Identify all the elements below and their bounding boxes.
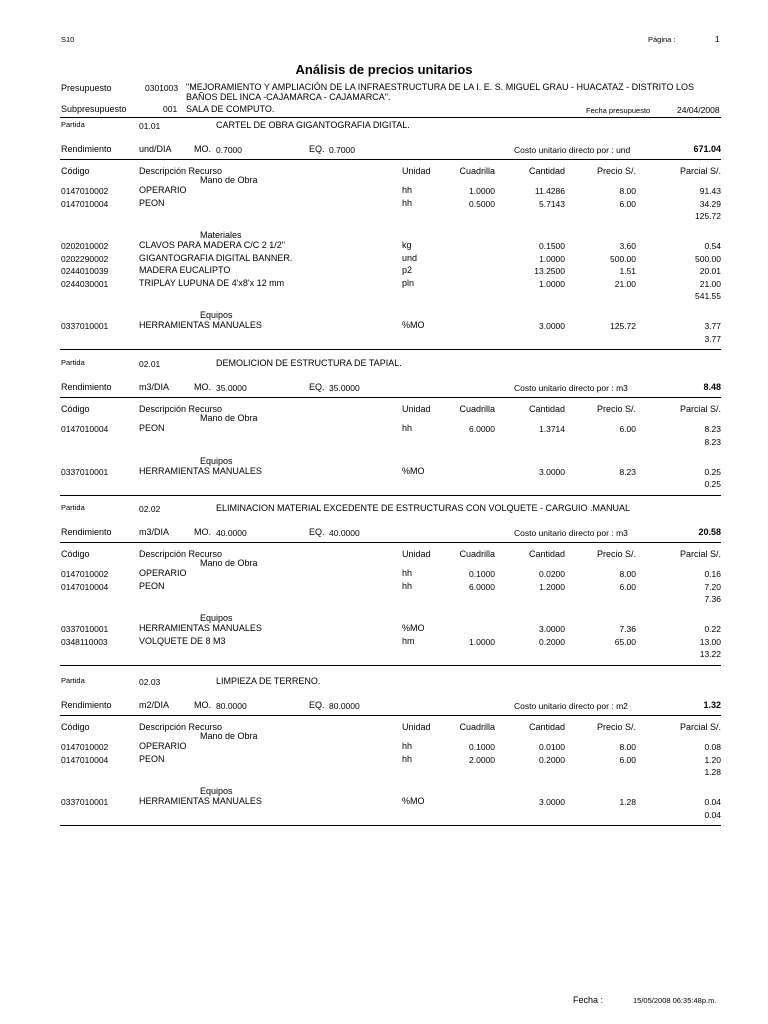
resource-parcial: 8.23 (704, 424, 721, 434)
column-header-codigo: Código (61, 549, 90, 559)
costo-unitario-text: Costo unitario directo por : (514, 528, 614, 538)
resource-code: 0244010039 (61, 266, 109, 276)
column-header-cuadrilla: Cuadrilla (459, 549, 495, 559)
resource-parcial: 500.00 (695, 253, 721, 264)
resource-precio: 8.00 (619, 186, 636, 196)
header-divider (60, 117, 721, 118)
resource-cuadrilla: 1.0000 (469, 636, 495, 647)
partida-description: CARTEL DE OBRA GIGANTOGRAFIA DIGITAL. (216, 120, 410, 130)
column-header-descripcion: Descripción Recurso (139, 722, 223, 732)
subpresupuesto-code: 001 (163, 104, 178, 114)
partida-code: 02.01 (139, 359, 161, 369)
column-header-codigo: Código (61, 404, 90, 414)
rendimiento-divider (60, 715, 721, 716)
resource-cuadrilla: 6.0000 (469, 424, 495, 434)
column-header-precio: Precio S/. (596, 549, 636, 559)
footer-fecha-value: 15/05/2008 06:35:48p.m. (633, 996, 717, 1005)
resource-code: 0147010004 (61, 198, 109, 209)
partida-divider (60, 665, 721, 666)
eq-value: 80.0000 (329, 701, 360, 711)
resource-parcial: 20.01 (699, 266, 721, 276)
resource-precio: 6.00 (619, 754, 636, 765)
column-header-descripcion: Descripción Recurso (139, 166, 223, 176)
resource-description: OPERARIO (139, 568, 187, 578)
column-header-precio: Precio S/. (596, 722, 636, 732)
column-header-parcial: Parcial S/. (679, 166, 721, 176)
resource-code: 0348110003 (61, 636, 108, 647)
resource-parcial: 34.29 (699, 198, 721, 209)
resource-unit: hh (402, 753, 413, 764)
resource-unit: hh (402, 580, 413, 591)
resource-unit: p2 (402, 265, 413, 275)
resource-parcial: 3.77 (704, 321, 721, 331)
column-header-precio: Precio S/. (596, 166, 636, 176)
rendimiento-unit: und/DIA (139, 144, 172, 154)
column-header-cantidad: Cantidad (528, 166, 565, 176)
resource-unit: %MO (402, 465, 425, 476)
resource-cantidad: 3.0000 (539, 321, 565, 331)
column-header-parcial: Parcial S/. (679, 722, 721, 732)
mo-value: 80.0000 (216, 701, 247, 711)
page-label: Página : (648, 35, 676, 44)
group-subtotal: 125.72 (695, 211, 721, 221)
partida-description: DEMOLICION DE ESTRUCTURA DE TAPIAL. (216, 358, 402, 368)
partida-total: 20.58 (698, 527, 721, 537)
resource-description: HERRAMIENTAS MANUALES (139, 623, 262, 633)
resource-cantidad: 1.2000 (539, 581, 565, 592)
partida-total: 8.48 (703, 382, 721, 392)
presupuesto-description: "MEJORAMIENTO Y AMPLIACIÓN DE LA INFRAESTRUCTURA DE LA I. E. S. MIGUEL GRAU - HUACATAZ - DISTRITO LOS BAÑOS DEL INCA -CAJAMARCA - CAJAMARCA". (186, 82, 694, 102)
resource-cantidad: 5.7143 (539, 198, 565, 209)
resource-parcial: 1.20 (704, 754, 721, 765)
resource-code: 0147010004 (61, 424, 109, 434)
resource-code: 0337010001 (61, 321, 109, 331)
group-title: Equipos (200, 786, 233, 796)
costo-unitario-unit: und (616, 145, 631, 155)
resource-precio: 21.00 (614, 278, 636, 289)
subpresupuesto-description: SALA DE COMPUTO. (186, 104, 275, 114)
resource-code: 0337010001 (61, 797, 109, 807)
resource-description: OPERARIO (139, 741, 187, 751)
group-title: Materiales (200, 230, 242, 240)
rendimiento-unit: m3/DIA (139, 382, 170, 392)
resource-unit: hh (402, 423, 413, 433)
partida-total: 1.32 (703, 700, 721, 710)
column-header-cuadrilla: Cuadrilla (459, 166, 495, 176)
resource-unit: %MO (402, 796, 425, 806)
costo-unitario-text: Costo unitario directo por : (514, 701, 614, 711)
eq-value: 35.0000 (329, 383, 360, 393)
column-header-cantidad: Cantidad (528, 549, 565, 559)
footer-fecha-label: Fecha : (573, 995, 604, 1005)
group-subtotal: 541.55 (695, 291, 721, 301)
resource-cantidad: 0.2000 (539, 636, 565, 647)
group-title: Equipos (200, 613, 233, 623)
resource-parcial: 0.16 (704, 569, 721, 579)
resource-cantidad: 3.0000 (539, 466, 565, 477)
resource-description: PEON (139, 423, 165, 433)
resource-unit: kg (402, 240, 412, 250)
resource-cantidad: 0.0200 (539, 569, 565, 579)
costo-unitario-unit: m3 (616, 528, 628, 538)
column-header-cuadrilla: Cuadrilla (459, 404, 495, 414)
group-subtotal: 7.36 (704, 594, 721, 604)
resource-parcial: 0.25 (704, 466, 721, 477)
resource-code: 0147010002 (61, 742, 109, 752)
resource-precio: 125.72 (610, 321, 636, 331)
resource-unit: pln (402, 277, 415, 288)
resource-precio: 6.00 (619, 198, 636, 209)
resource-description: PEON (139, 753, 165, 764)
resource-precio: 8.00 (619, 569, 636, 579)
partida-code: 02.02 (139, 504, 161, 514)
resource-description: PEON (139, 197, 165, 208)
mo-value: 0.7000 (216, 145, 242, 155)
resource-unit: und (402, 252, 418, 263)
column-header-parcial: Parcial S/. (679, 549, 721, 559)
resource-cantidad: 13.2500 (534, 266, 565, 276)
resource-description: TRIPLAY LUPUNA DE 4'x8'x 12 mm (139, 277, 285, 288)
rendimiento-divider (60, 159, 721, 160)
group-subtotal: 0.04 (704, 809, 721, 820)
eq-value: 40.0000 (329, 528, 360, 538)
resource-parcial: 0.08 (704, 742, 721, 752)
column-header-parcial: Parcial S/. (679, 404, 721, 414)
group-title: Mano de Obra (200, 175, 258, 185)
presupuesto-label: Presupuesto (61, 83, 112, 93)
resource-parcial: 91.43 (699, 186, 721, 196)
group-subtotal: 0.25 (704, 479, 721, 489)
group-title: Mano de Obra (200, 413, 258, 423)
group-subtotal: 8.23 (704, 436, 721, 447)
mo-label: MO. (194, 527, 211, 537)
resource-unit: %MO (402, 320, 425, 330)
column-header-codigo: Código (61, 166, 90, 176)
rendimiento-divider (60, 542, 721, 543)
resource-precio: 500.00 (610, 253, 636, 264)
column-header-descripcion: Descripción Recurso (139, 404, 223, 414)
resource-cuadrilla: 0.5000 (469, 198, 495, 209)
partida-total: 671.04 (693, 144, 721, 154)
partida-code: 02.03 (139, 677, 161, 687)
resource-code: 0147010002 (61, 569, 109, 579)
resource-unit: hh (402, 568, 413, 578)
column-header-unidad: Unidad (402, 722, 431, 732)
partida-label: Partida (61, 676, 85, 685)
resource-code: 0202290002 (61, 253, 109, 264)
resource-precio: 7.36 (619, 624, 636, 634)
resource-cantidad: 0.1500 (539, 241, 565, 251)
resource-description: HERRAMIENTAS MANUALES (139, 796, 262, 806)
column-header-cuadrilla: Cuadrilla (459, 722, 495, 732)
eq-label: EQ. (309, 382, 325, 392)
rendimiento-unit: m3/DIA (139, 527, 170, 537)
report-code: S10 (61, 35, 75, 44)
resource-precio: 6.00 (619, 424, 636, 434)
resource-precio: 1.28 (619, 797, 636, 807)
resource-precio: 8.00 (619, 742, 636, 752)
column-header-descripcion: Descripción Recurso (139, 549, 223, 559)
rendimiento-label: Rendimiento (61, 382, 112, 392)
mo-value: 35.0000 (216, 383, 247, 393)
resource-unit: hh (402, 197, 413, 208)
partida-description: ELIMINACION MATERIAL EXCEDENTE DE ESTRUCTURAS CON VOLQUETE - CARGUIO .MANUAL (216, 503, 631, 513)
page-title: Análisis de precios unitarios (295, 62, 473, 77)
resource-code: 0147010002 (61, 186, 109, 196)
resource-description: CLAVOS PARA MADERA C/C 2 1/2" (139, 240, 285, 250)
partida-code: 01.01 (139, 121, 161, 131)
mo-label: MO. (194, 700, 211, 710)
mo-label: MO. (194, 144, 211, 154)
costo-unitario-unit: m2 (616, 701, 628, 711)
subpresupuesto-label: Subpresupuesto (61, 104, 127, 114)
resource-code: 0244030001 (61, 278, 109, 289)
column-header-precio: Precio S/. (596, 404, 636, 414)
resource-parcial: 0.22 (704, 624, 721, 634)
resource-description: HERRAMIENTAS MANUALES (139, 320, 262, 330)
resource-parcial: 13.00 (699, 636, 721, 647)
column-header-cantidad: Cantidad (528, 404, 565, 414)
column-header-cantidad: Cantidad (528, 722, 565, 732)
resource-cantidad: 0.0100 (539, 742, 565, 752)
rendimiento-label: Rendimiento (61, 527, 112, 537)
resource-unit: %MO (402, 623, 425, 633)
group-title: Mano de Obra (200, 558, 258, 568)
resource-cantidad: 1.3714 (539, 424, 565, 434)
group-subtotal: 3.77 (704, 333, 721, 344)
resource-cuadrilla: 2.0000 (469, 754, 495, 765)
partida-label: Partida (61, 358, 85, 367)
group-title: Mano de Obra (200, 731, 258, 741)
resource-code: 0147010004 (61, 754, 109, 765)
fecha-presupuesto-value: 24/04/2008 (677, 105, 720, 115)
resource-cantidad: 3.0000 (539, 624, 565, 634)
presupuesto-code: 0301003 (145, 83, 179, 93)
resource-code: 0202010002 (61, 241, 109, 251)
resource-cantidad: 1.0000 (539, 253, 565, 264)
resource-code: 0337010001 (61, 466, 109, 477)
resource-cuadrilla: 6.0000 (469, 581, 495, 592)
mo-value: 40.0000 (216, 528, 247, 538)
eq-label: EQ. (309, 144, 325, 154)
column-header-codigo: Código (61, 722, 90, 732)
column-header-unidad: Unidad (402, 549, 431, 559)
resource-parcial: 7.20 (704, 581, 721, 592)
resource-parcial: 0.04 (704, 797, 721, 807)
group-subtotal: 1.28 (704, 767, 721, 777)
column-header-unidad: Unidad (402, 166, 431, 176)
costo-unitario-text: Costo unitario directo por : (514, 383, 614, 393)
partida-label: Partida (61, 120, 85, 129)
resource-code: 0147010004 (61, 581, 109, 592)
resource-cantidad: 3.0000 (539, 797, 565, 807)
costo-unitario-unit: m3 (616, 383, 628, 393)
resource-unit: hm (402, 635, 415, 646)
rendimiento-label: Rendimiento (61, 700, 112, 710)
resource-cantidad: 11.4286 (534, 186, 565, 196)
resource-parcial: 0.54 (704, 241, 721, 251)
rendimiento-divider (60, 397, 721, 398)
page-number: 1 (715, 34, 720, 44)
partida-divider (60, 495, 721, 496)
resource-cuadrilla: 1.0000 (469, 186, 495, 196)
eq-value: 0.7000 (329, 145, 355, 155)
partida-description: LIMPIEZA DE TERRENO. (216, 676, 321, 686)
eq-label: EQ. (309, 700, 325, 710)
resource-cuadrilla: 0.1000 (469, 569, 495, 579)
resource-parcial: 21.00 (699, 278, 721, 289)
column-header-unidad: Unidad (402, 404, 431, 414)
group-title: Equipos (200, 310, 233, 320)
resource-cuadrilla: 0.1000 (469, 742, 495, 752)
eq-label: EQ. (309, 527, 325, 537)
resource-description: PEON (139, 580, 165, 591)
group-subtotal: 13.22 (699, 649, 721, 659)
rendimiento-unit: m2/DIA (139, 700, 170, 710)
partida-divider (60, 349, 721, 350)
partida-label: Partida (61, 503, 85, 512)
group-title: Equipos (200, 455, 233, 466)
resource-cantidad: 1.0000 (539, 278, 565, 289)
resource-precio: 8.23 (619, 466, 636, 477)
resource-precio: 65.00 (614, 636, 636, 647)
resource-code: 0337010001 (61, 624, 109, 634)
resource-description: GIGANTOGRAFIA DIGITAL BANNER. (139, 252, 293, 263)
resource-description: VOLQUETE DE 8 M3 (139, 635, 226, 646)
resource-unit: hh (402, 185, 413, 195)
resource-description: OPERARIO (139, 185, 187, 195)
resource-precio: 1.51 (619, 266, 636, 276)
resource-unit: hh (402, 741, 413, 751)
resource-description: MADERA EUCALIPTO (139, 265, 231, 275)
partida-divider (60, 825, 721, 826)
costo-unitario-text: Costo unitario directo por : (514, 145, 614, 155)
mo-label: MO. (194, 382, 211, 392)
fecha-presupuesto-label: Fecha presupuesto (586, 106, 651, 115)
resource-precio: 6.00 (619, 581, 636, 592)
resource-precio: 3.60 (619, 241, 636, 251)
rendimiento-label: Rendimiento (61, 144, 112, 154)
resource-description: HERRAMIENTAS MANUALES (139, 465, 262, 476)
resource-cantidad: 0.2000 (539, 754, 565, 765)
